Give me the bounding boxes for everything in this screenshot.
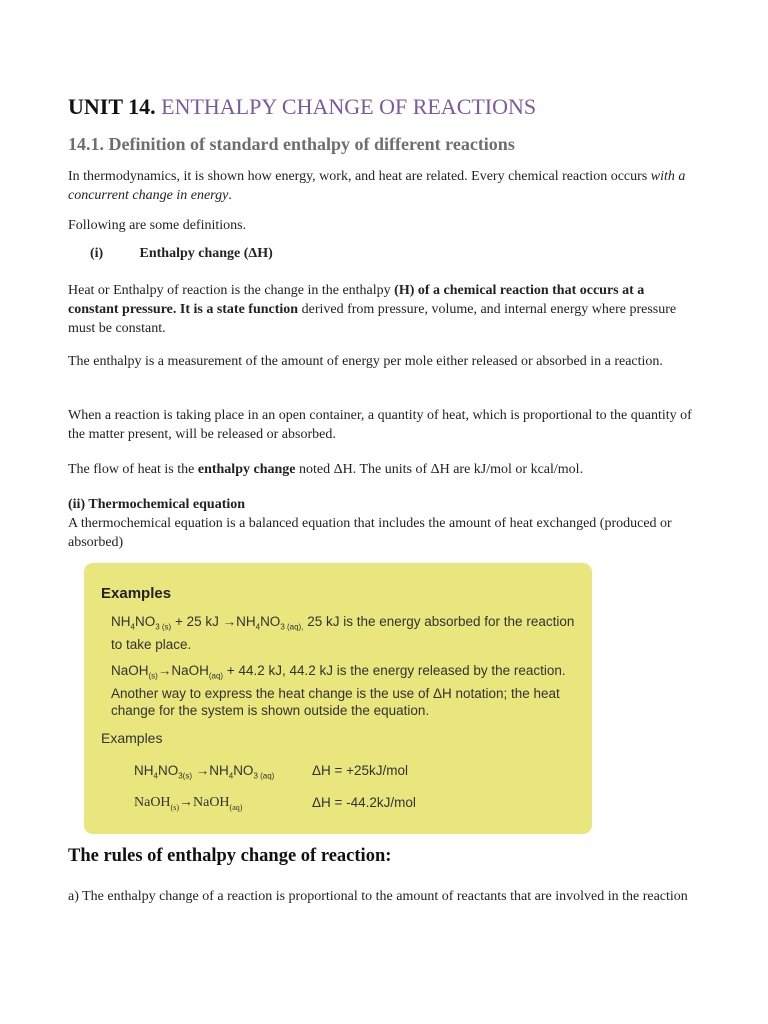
example-line-1: $NH_4NO_{3 (s)} + 25$ kJ $\to NH_4NO_{3 (aq),}$ 25 kJ is the energy absorbed for the reaction to take place.: [111, 614, 575, 652]
para4-a: The flow of heat is the: [68, 462, 198, 477]
item-i-title: Enthalpy change (ΔH): [139, 246, 273, 261]
delta-h-nh4no3: ΔH = +25kJ/mol: [312, 763, 409, 778]
enthalpy-measurement-paragraph: The enthalpy is a measurement of the amount of energy per mole either released or absorbed in a reaction.: [68, 354, 663, 369]
para4-bold: enthalpy change: [197, 462, 296, 477]
rules-title: The rules of enthalpy change of reaction:: [68, 846, 392, 866]
item-i-heading: [90, 246, 273, 262]
thermochemical-section: [68, 495, 698, 552]
heat-flow-paragraph: [68, 460, 698, 479]
examples-heading: Examples: [101, 585, 172, 602]
delta-h-naoh: ΔH = -44.2kJ/mol: [312, 795, 416, 810]
item-ii-title: (ii) Thermochemical equation: [68, 497, 246, 512]
unit-name: ENTHALPY CHANGE OF REACTIONS: [161, 94, 537, 119]
para1-a: Heat or Enthalpy of reaction is the change in the enthalpy: [68, 283, 395, 298]
equation-naoh: NaOH$_{(s)}$→NaOH$_{(aq)}$: [134, 795, 243, 812]
equation-nh4no3: $NH_4NO_{3(s)} \to NH_4NO_{3 (aq)}$: [134, 763, 275, 781]
para1-bold: (H) of a chemical reaction that occurs at a constant pressure. It is a state function: [68, 283, 645, 317]
para4-c: noted ΔH. The units of ΔH are kJ/mol or kcal/mol.: [295, 462, 584, 477]
unit-title: [68, 94, 536, 120]
enthalpy-definition-paragraph: [68, 281, 698, 338]
item-i-label: (i): [90, 246, 104, 261]
intro-end: .: [228, 188, 232, 203]
unit-number: UNIT 14.: [68, 94, 156, 119]
open-container-paragraph: When a reaction is taking place in an open container, a quantity of heat, which is proportional to the quantity of the matter present, will be released or absorbed.: [68, 408, 692, 442]
intro-paragraph: [68, 167, 698, 205]
following-text: Following are some definitions.: [68, 218, 247, 233]
intro-italic: with a concurrent change in energy: [68, 169, 686, 203]
examples-box: [84, 563, 592, 834]
section-title: 14.1. Definition of standard enthalpy of different reactions: [68, 134, 515, 154]
intro-text: In thermodynamics, it is shown how energy, work, and heat are related. Every chemical reaction occurs: [68, 169, 651, 184]
rule-a-text: a) The enthalpy change of a reaction is proportional to the amount of reactants that are involved in the reaction: [68, 889, 688, 904]
examples-heading-2: Examples: [101, 730, 163, 746]
example-line-2: NaOH$_{(s)}$→NaOH$_{(aq)}$ + 44.2 kJ, 44.2 kJ is the energy released by the reaction. Another way to express the heat change is the use of ΔH notation; the heat change for the system is shown outside the equation.: [111, 663, 566, 718]
item-ii-text: A thermochemical equation is a balanced equation that includes the amount of heat exchanged (produced or absorbed): [68, 516, 672, 550]
para1-c: derived from pressure, volume, and internal energy where pressure must be constant.: [68, 302, 677, 336]
